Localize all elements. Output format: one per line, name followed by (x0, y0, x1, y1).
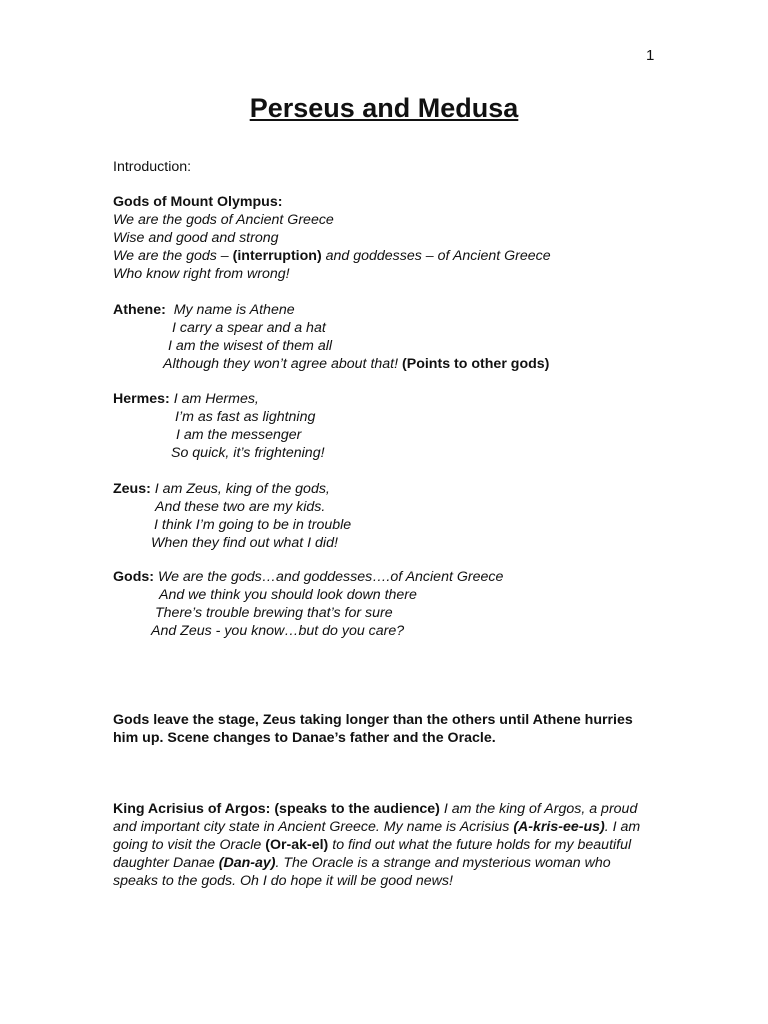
speaker-hermes: Hermes: (113, 391, 170, 407)
verse-fragment: and goddesses – of Ancient Greece (321, 248, 551, 264)
hermes-verse (113, 390, 653, 462)
stage-direction-inline: (Points to other gods) (402, 356, 550, 372)
stage-direction-scene-change (113, 711, 643, 747)
verse-line: Who know right from wrong! (113, 266, 290, 282)
verse-first-line (113, 568, 653, 586)
verse-line-with-direction (113, 247, 653, 265)
gods-opening-verse (113, 193, 653, 283)
verse-line: I am the wisest of them all (168, 338, 333, 354)
verse-fragment: We are the gods…and goddesses….of Ancient Greece (157, 569, 504, 585)
gods-closing-verse (113, 568, 653, 640)
athene-verse (113, 301, 653, 373)
speaker-athene: Athene: (113, 302, 166, 318)
verse-line-with-direction (113, 355, 653, 373)
zeus-verse (113, 480, 653, 552)
introduction-label (113, 158, 653, 176)
verse-fragment: My name is Athene (173, 302, 295, 318)
stage-direction-text: Gods leave the stage, Zeus taking longer than the others until Athene hurries him up. Scene changes to Danae’s father and the Oracle. (113, 712, 633, 746)
verse-line: I carry a spear and a hat (172, 320, 326, 336)
verse-fragment: I am Zeus, king of the gods, (154, 481, 330, 497)
speech-text: . I am going to visit the Oracle (113, 819, 641, 853)
speaker-king-acrisius: King Acrisius of Argos: (speaks to the audience) (113, 801, 440, 817)
intro-text: Introduction: (113, 159, 192, 175)
speaker-gods: Gods of Mount Olympus: (113, 194, 283, 210)
verse-first-line (113, 301, 653, 319)
verse-line: I am the messenger (176, 427, 302, 443)
speech-text: to find out what the future holds for my beautiful daughter Danae (113, 837, 632, 871)
verse-line: And these two are my kids. (155, 499, 326, 515)
king-acrisius-speech (113, 800, 643, 890)
verse-line: I’m as fast as lightning (175, 409, 316, 425)
verse-line: There’s trouble brewing that’s for sure (155, 605, 393, 621)
verse-line: Wise and good and strong (113, 230, 279, 246)
page-title: Perseus and Medusa (249, 93, 519, 123)
verse-line: I think I’m going to be in trouble (154, 517, 352, 533)
stage-direction-inline: (interruption) (232, 248, 322, 264)
speaker-gods: Gods: (113, 569, 154, 585)
speaker-zeus: Zeus: (113, 481, 151, 497)
verse-line: When they find out what I did! (151, 535, 338, 551)
pronunciation-guide: (Or-ak-el) (265, 837, 329, 853)
verse-first-line (113, 390, 653, 408)
speech-text: . The Oracle is a strange and mysterious woman who speaks to the gods. Oh I do hope it will be good news! (113, 855, 611, 889)
verse-first-line (113, 480, 653, 498)
verse-line: We are the gods of Ancient Greece (113, 212, 334, 228)
pronunciation-guide: (Dan-ay) (218, 855, 276, 871)
verse-line: So quick, it’s frightening! (171, 445, 325, 461)
verse-line: And Zeus - you know…but do you care? (151, 623, 405, 639)
verse-fragment: We are the gods – (113, 248, 233, 264)
speech-text: I am the king of Argos, a proud and important city state in Ancient Greece. My name is Acrisius (113, 801, 638, 835)
verse-line: And we think you should look down there (159, 587, 417, 603)
verse-fragment: Although they won’t agree about that! (163, 356, 399, 372)
page-number: 1 (646, 47, 655, 64)
verse-fragment: I am Hermes, (173, 391, 259, 407)
pronunciation-guide: (A-kris-ee-us) (513, 819, 605, 835)
